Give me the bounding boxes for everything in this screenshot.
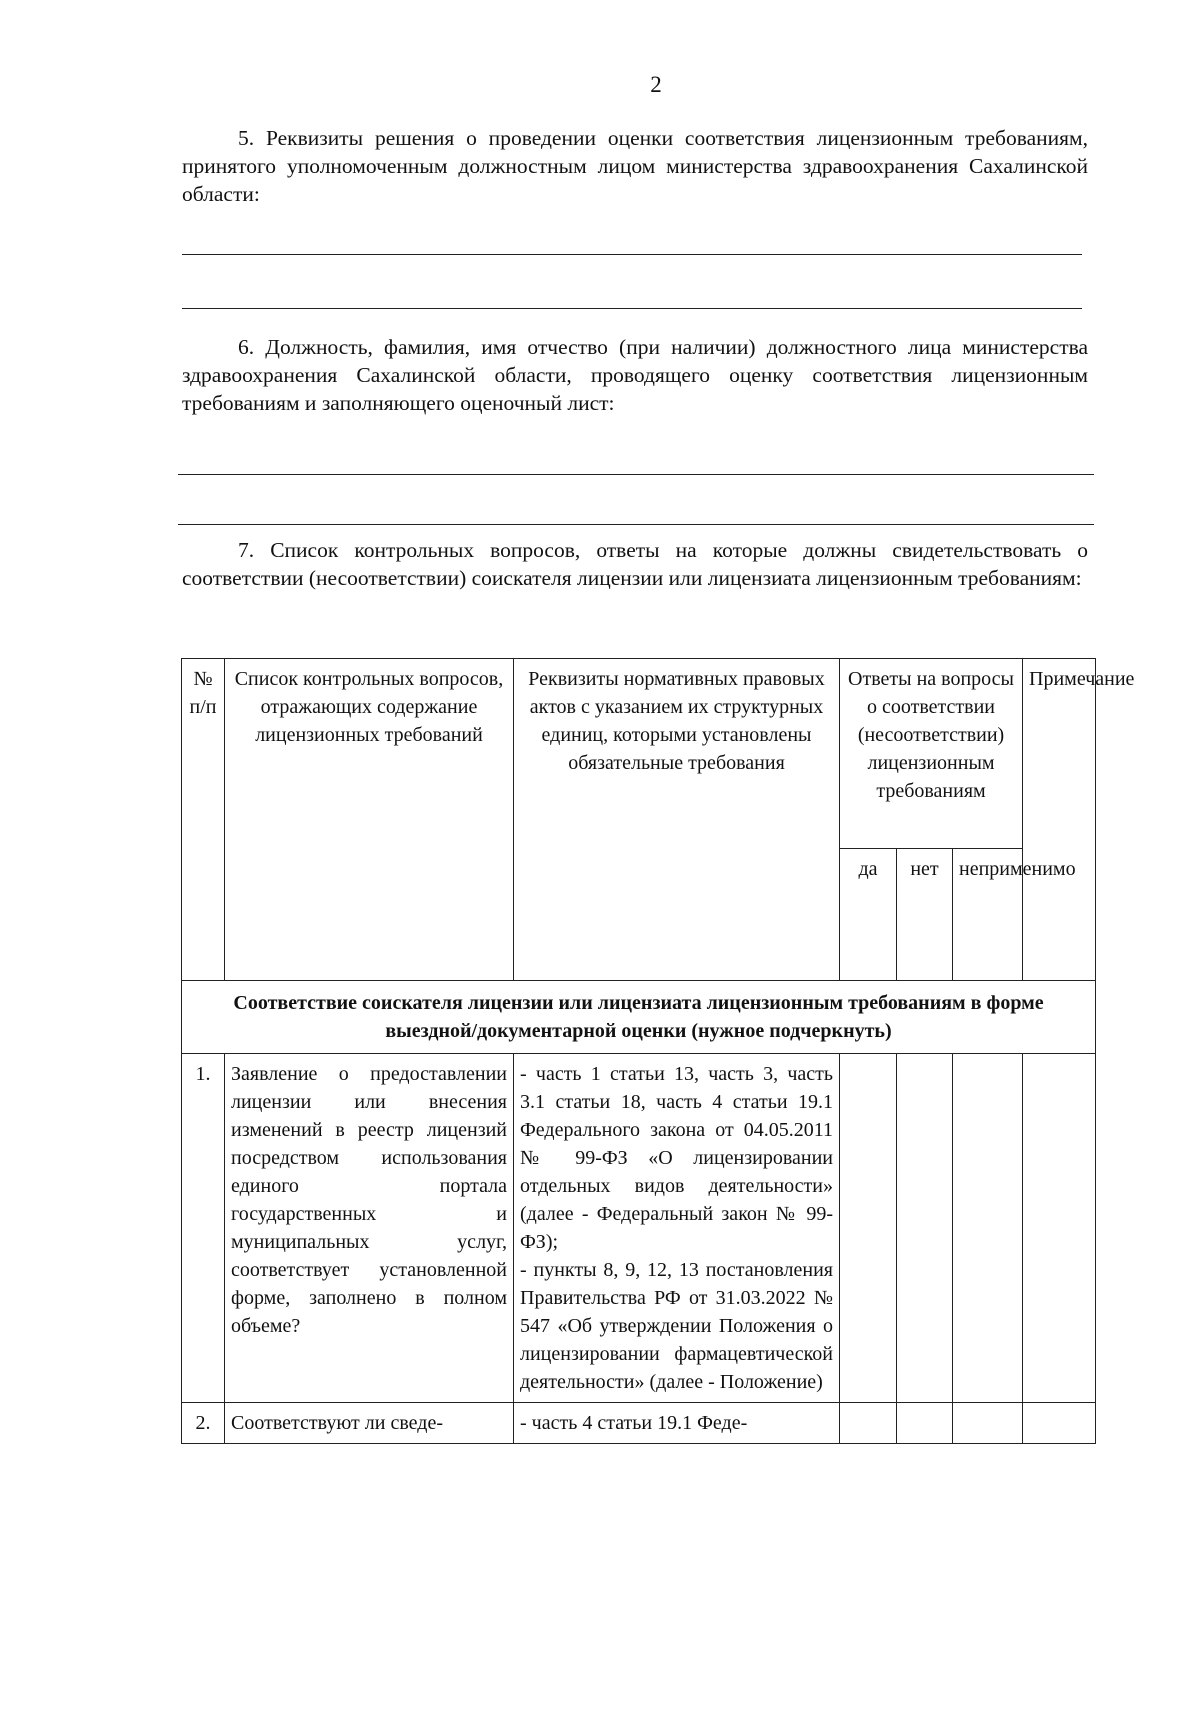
section-row	[182, 981, 1096, 1054]
table-row	[182, 1054, 1096, 1403]
section-7-text: 7. Список контрольных вопросов, ответы на которые должны свидетельствовать о соответствии (несоответствии) соискателя лицензии или лицензиата лицензионным требованиям:	[182, 538, 1088, 590]
row-requisites: - часть 4 статьи 19.1 Феде-	[514, 1403, 840, 1444]
answer-yes-cell[interactable]	[840, 1054, 897, 1403]
note-cell[interactable]	[1023, 1403, 1096, 1444]
checklist-table	[181, 658, 1135, 1444]
row-question: Заявление о предоставлении лицензии или внесения изменений в реестр лицензий посредством использования единого портала государственных и муниципальных услуг, соответствует установленной форме, заполнено в полном объеме?	[225, 1054, 514, 1403]
row-requisites: - часть 1 статьи 13, часть 3, часть 3.1 статьи 18, часть 4 статьи 19.1 Федерального закона от 04.05.2011 № 99-ФЗ «О лицензировании отдельных видов деятельности» (далее - Федеральный закон № 99-ФЗ); - пункты 8, 9, 12, 13 постановления Правительства РФ от 31.03.2022 № 547 «Об утверждении Положения о лицензировании фармацевтической деятельности» (далее - Положение)	[514, 1054, 840, 1403]
header-note: Примечание	[1023, 659, 1096, 981]
fill-line	[182, 254, 1082, 255]
row-number: 1.	[182, 1054, 225, 1403]
header-no: нет	[897, 849, 953, 981]
header-not-applicable: неприменимо	[953, 849, 1023, 981]
answer-no-cell[interactable]	[897, 1403, 953, 1444]
answer-not-applicable-cell[interactable]	[953, 1054, 1023, 1403]
table-row	[182, 1403, 1096, 1444]
section-title: Соответствие соискателя лицензии или лицензиата лицензионным требованиям в форме выездной/документарной оценки (нужное подчеркнуть)	[182, 981, 1096, 1054]
section-6-text: 6. Должность, фамилия, имя отчество (при наличии) должностного лица министерства здравоохранения Сахалинской области, проводящего оценку соответствия лицензионным требованиям и заполняющего оценочный лист:	[182, 335, 1088, 415]
note-cell[interactable]	[1023, 1054, 1096, 1403]
header-requisites: Реквизиты нормативных правовых актов с указанием их структурных единиц, которыми установлены обязательные требования	[514, 659, 840, 981]
header-answers: Ответы на вопросы о соответствии (несоответствии) лицензионным требованиям	[840, 659, 1023, 849]
fill-line	[178, 474, 1094, 475]
section-5-text: 5. Реквизиты решения о проведении оценки соответствия лицензионным требованиям, принятого уполномоченным должностным лицом министерства здравоохранения Сахалинской области:	[182, 126, 1088, 206]
page-number: 2	[650, 72, 662, 97]
row-number: 2.	[182, 1403, 225, 1444]
answer-not-applicable-cell[interactable]	[953, 1403, 1023, 1444]
header-questions: Список контрольных вопросов, отражающих содержание лицензионных требований	[225, 659, 514, 981]
answer-no-cell[interactable]	[897, 1054, 953, 1403]
row-question: Соответствуют ли сведе-	[225, 1403, 514, 1444]
header-number: № п/п	[182, 659, 225, 981]
fill-line	[178, 524, 1094, 525]
fill-line	[182, 308, 1082, 309]
header-yes: да	[840, 849, 897, 981]
answer-yes-cell[interactable]	[840, 1403, 897, 1444]
